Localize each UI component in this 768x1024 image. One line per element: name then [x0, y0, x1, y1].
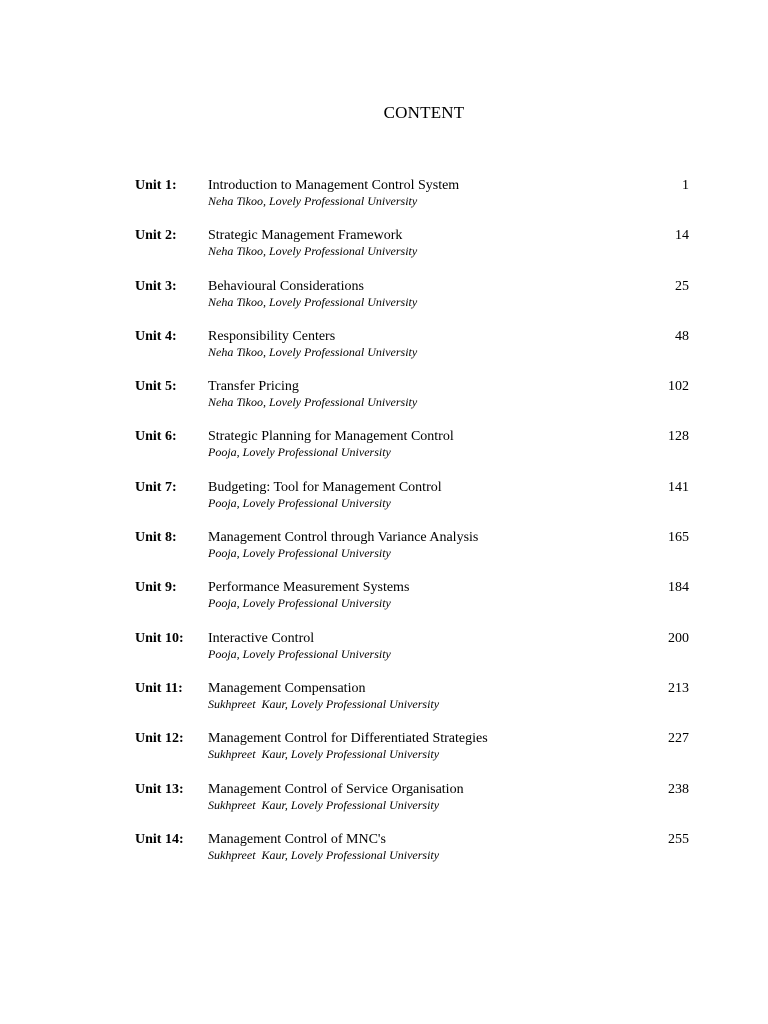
unit-title: Responsibility Centers	[208, 328, 336, 344]
toc-entry-unit-14[interactable]	[135, 830, 691, 880]
unit-author: Sukhpreet Kaur, Lovely Professional University	[208, 747, 440, 762]
page-number: 184	[668, 580, 689, 596]
unit-label: Unit 7:	[135, 479, 177, 495]
page-number: 14	[675, 228, 689, 244]
unit-author: Sukhpreet Kaur, Lovely Professional University	[208, 847, 440, 862]
page-number: 227	[668, 731, 689, 747]
unit-label: Unit 6:	[135, 429, 177, 445]
toc-entry-unit-10[interactable]	[135, 629, 691, 679]
unit-author: Neha Tikoo, Lovely Professional University	[208, 194, 418, 208]
toc-entry-unit-9[interactable]	[135, 578, 691, 628]
toc-entry-unit-12[interactable]	[135, 729, 691, 779]
unit-label: Unit 14:	[135, 831, 184, 847]
unit-label: Unit 8:	[135, 530, 177, 546]
page-number: 25	[675, 278, 689, 294]
unit-label: Unit 12:	[135, 731, 184, 747]
unit-author: Pooja, Lovely Professional University	[208, 445, 391, 460]
unit-author: Neha Tikoo, Lovely Professional University	[208, 344, 418, 359]
unit-label: Unit 1:	[135, 178, 177, 193]
unit-title: Management Control through Variance Analysis	[208, 530, 479, 546]
page-title: CONTENT	[383, 103, 465, 122]
unit-label: Unit 11:	[135, 680, 183, 696]
page-number: 238	[668, 781, 689, 797]
page-number: 213	[668, 680, 689, 696]
page-number: 255	[668, 831, 689, 847]
page-number: 48	[675, 328, 689, 344]
page-number: 165	[668, 530, 689, 546]
page-number: 128	[668, 429, 689, 445]
unit-author: Neha Tikoo, Lovely Professional University	[208, 395, 418, 410]
toc-entry-unit-7[interactable]	[135, 478, 691, 528]
unit-label: Unit 2:	[135, 228, 177, 244]
table-of-contents	[135, 176, 691, 880]
toc-entry-unit-2[interactable]	[135, 226, 691, 276]
toc-entry-unit-3[interactable]	[135, 277, 691, 327]
unit-title: Budgeting: Tool for Management Control	[208, 479, 442, 495]
unit-title: Management Control of MNC's	[208, 831, 386, 847]
unit-label: Unit 10:	[135, 630, 184, 646]
unit-title: Management Compensation	[208, 680, 366, 696]
unit-title: Strategic Planning for Management Control	[208, 429, 454, 445]
unit-title: Strategic Management Framework	[208, 228, 403, 244]
toc-entry-unit-4[interactable]	[135, 327, 691, 377]
unit-author: Pooja, Lovely Professional University	[208, 495, 391, 510]
unit-title: Interactive Control	[208, 630, 315, 646]
unit-title: Management Control of Service Organisation	[208, 781, 464, 797]
unit-author: Neha Tikoo, Lovely Professional University	[208, 294, 418, 309]
unit-label: Unit 9:	[135, 580, 177, 596]
unit-author: Pooja, Lovely Professional University	[208, 546, 391, 561]
unit-author: Sukhpreet Kaur, Lovely Professional University	[208, 797, 440, 812]
unit-label: Unit 4:	[135, 328, 177, 344]
toc-entry-unit-13[interactable]	[135, 780, 691, 830]
unit-label: Unit 13:	[135, 781, 184, 797]
page-number: 141	[668, 479, 689, 495]
toc-entry-unit-5[interactable]	[135, 377, 691, 427]
unit-title: Performance Measurement Systems	[208, 580, 410, 596]
unit-author: Pooja, Lovely Professional University	[208, 596, 391, 611]
unit-author: Neha Tikoo, Lovely Professional University	[208, 244, 418, 259]
unit-author: Pooja, Lovely Professional University	[208, 646, 391, 661]
unit-label: Unit 3:	[135, 278, 177, 294]
unit-title: Management Control for Differentiated Strategies	[208, 731, 488, 747]
toc-entry-unit-8[interactable]	[135, 528, 691, 578]
toc-entry-unit-1[interactable]	[135, 176, 691, 226]
page-number: 102	[668, 379, 689, 395]
toc-entry-unit-6[interactable]	[135, 427, 691, 477]
page-number: 200	[668, 630, 689, 646]
unit-label: Unit 5:	[135, 379, 177, 395]
page-number: 1	[682, 178, 689, 193]
unit-author: Sukhpreet Kaur, Lovely Professional University	[208, 696, 440, 711]
unit-title: Transfer Pricing	[208, 379, 299, 395]
unit-title: Introduction to Management Control System	[208, 178, 460, 193]
unit-title: Behavioural Considerations	[208, 278, 364, 294]
toc-entry-unit-11[interactable]	[135, 679, 691, 729]
